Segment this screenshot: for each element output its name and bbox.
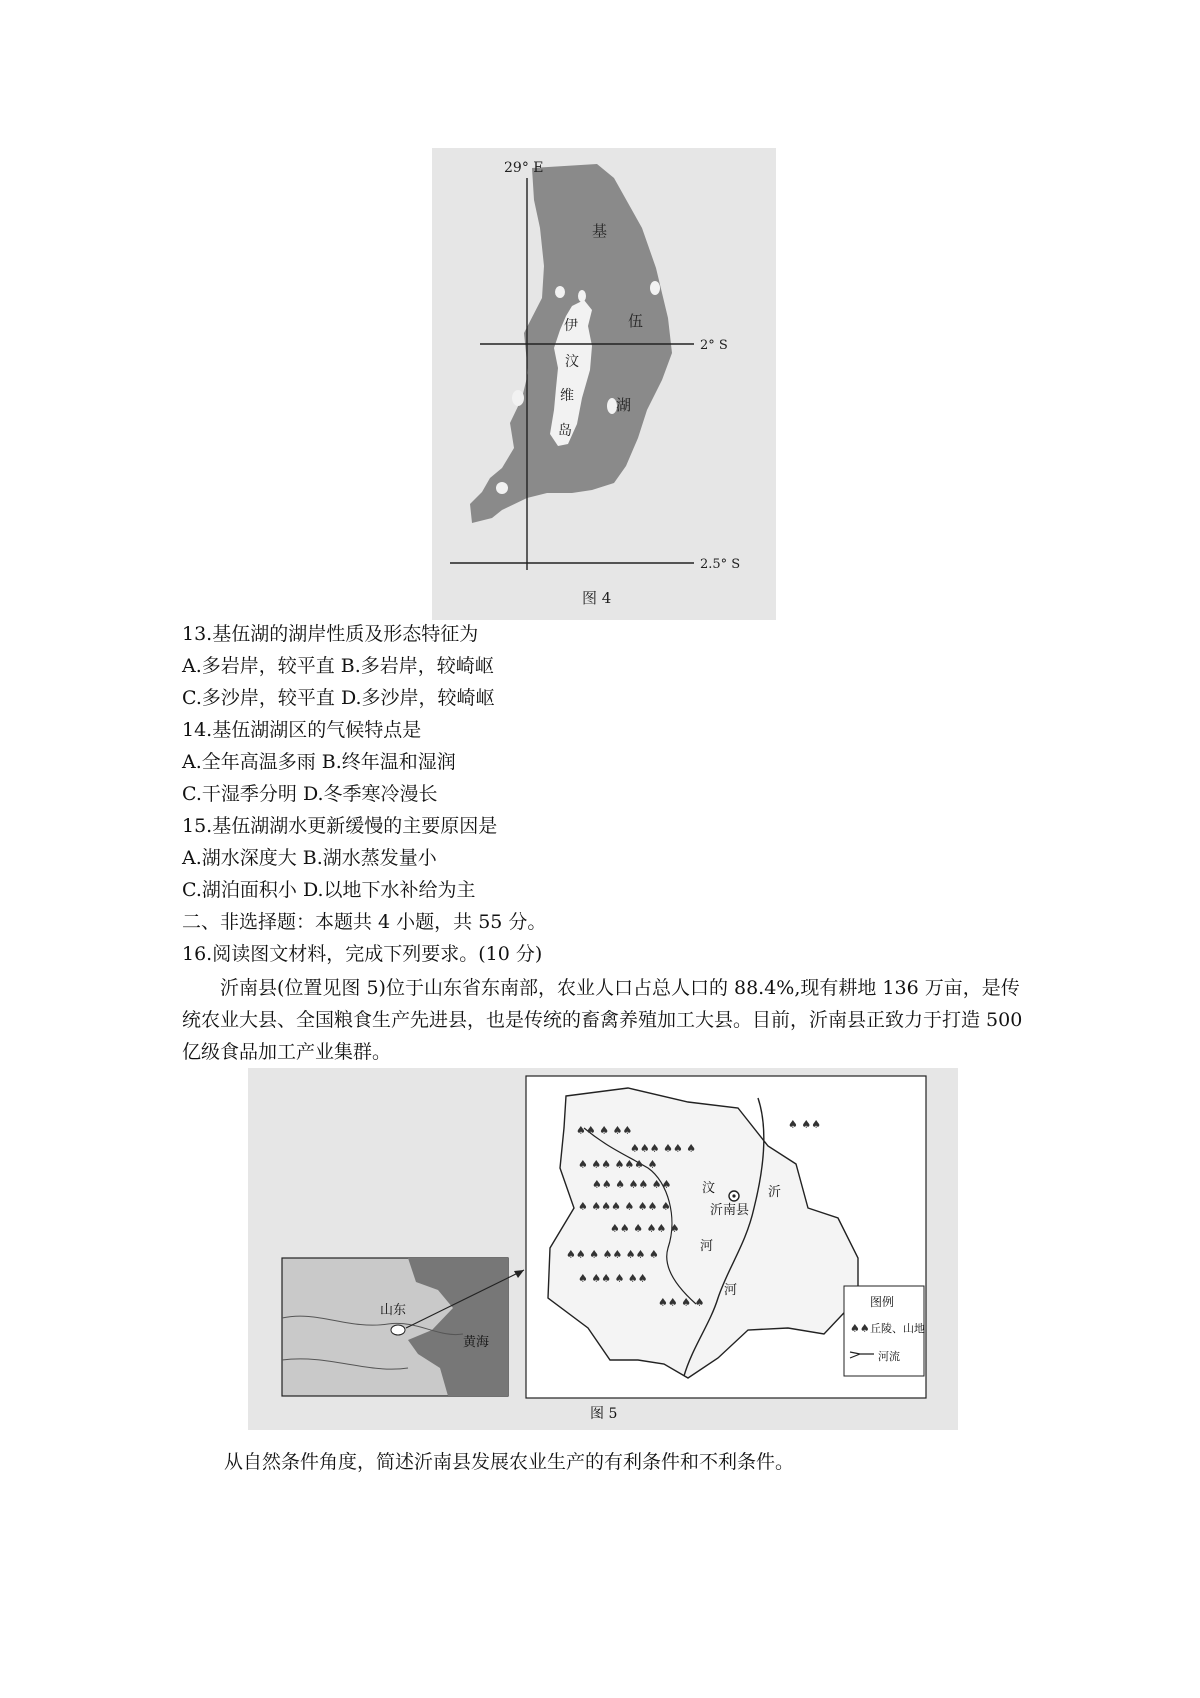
lake-char-2: 伍: [628, 312, 644, 330]
label-29e: 29° E: [504, 160, 544, 176]
section-2-heading: 二、非选择题：本题共 4 小题，共 55 分。: [182, 911, 547, 933]
question-13-options-cd: C.多沙岸，较平直 D.多沙岸，较崎岖: [182, 687, 495, 709]
river-label-yi: 沂: [768, 1185, 782, 1200]
question-14-stem: 14.基伍湖湖区的气候特点是: [182, 719, 422, 741]
island-char-2: 汶: [565, 354, 579, 370]
river-label-he-2: 河: [724, 1283, 738, 1298]
svg-text:♠♠♠ ♠♠ ♠: ♠♠♠ ♠♠ ♠: [630, 1142, 697, 1155]
river-label-wen: 汶: [702, 1181, 716, 1196]
island-char-3: 维: [560, 388, 574, 404]
question-15-options-cd: C.湖泊面积小 D.以地下水补给为主: [182, 879, 476, 901]
svg-text:♠ ♠♠ ♠ ♠♠: ♠ ♠♠ ♠ ♠♠: [578, 1272, 648, 1285]
yinan-location-marker: [391, 1325, 405, 1335]
figure-4-kivu-map: [432, 148, 776, 620]
lake-char-1: 基: [592, 222, 608, 240]
question-13-options-ab: A.多岩岸，较平直 B.多岩岸，较崎岖: [182, 655, 494, 677]
small-island: [650, 281, 660, 295]
question-14-options-cd: C.干湿季分明 D.冬季寒冷漫长: [182, 783, 438, 805]
label-2s: 2° S: [700, 338, 728, 353]
legend-hills-label: 丘陵、山地: [870, 1322, 925, 1335]
inset-sea-label: 黄海: [463, 1335, 490, 1350]
svg-text:♠♠ ♠ ♠: ♠♠ ♠ ♠: [658, 1296, 705, 1309]
inset-location-map: [282, 1258, 508, 1396]
legend-river-label: 河流: [878, 1350, 900, 1363]
small-island: [512, 390, 524, 406]
figure-5-yinan-map: [248, 1068, 958, 1430]
figure-4-caption: 图 4: [582, 589, 612, 607]
figure-5-legend: [844, 1286, 925, 1376]
svg-text:♠♠ ♠ ♠♠ ♠: ♠♠ ♠ ♠♠ ♠: [610, 1222, 680, 1235]
svg-text:♠ ♠♠: ♠ ♠♠: [788, 1118, 822, 1131]
question-13-stem: 13.基伍湖的湖岸性质及形态特征为: [182, 623, 479, 645]
river-label-he-1: 河: [700, 1239, 714, 1254]
small-island: [496, 482, 508, 494]
island-char-4: 岛: [558, 423, 572, 439]
svg-text:♠♠ ♠ ♠♠: ♠♠ ♠ ♠♠: [576, 1124, 633, 1137]
small-island: [578, 290, 586, 302]
figure-5-caption: 图 5: [590, 1406, 618, 1422]
svg-text:♠♠ ♠ ♠♠ ♠♠: ♠♠ ♠ ♠♠ ♠♠: [592, 1178, 672, 1191]
inset-province-label: 山东: [380, 1303, 407, 1318]
svg-text:♠♠ ♠ ♠♠ ♠♠ ♠: ♠♠ ♠ ♠♠ ♠♠ ♠: [566, 1248, 659, 1261]
county-seat-label: 沂南县: [710, 1203, 750, 1218]
question-15-stem: 15.基伍湖湖水更新缓慢的主要原因是: [182, 815, 498, 837]
legend-title: 图例: [870, 1295, 895, 1309]
legend-hill-symbol: ♠♠: [850, 1322, 870, 1335]
question-16-material: 沂南县(位置见图 5)位于山东省东南部，农业人口占总人口的 88.4%,现有耕地 136 万亩，是传统农业大县、全国粮食生产先进县，也是传统的畜禽养殖加工大县。目前，沂南县正致力于打造 500 亿级食品加工产业集群。: [182, 977, 1023, 1063]
island-char-1: 伊: [564, 318, 578, 334]
svg-text:♠ ♠♠♠ ♠ ♠♠ ♠: ♠ ♠♠♠ ♠ ♠♠ ♠: [578, 1200, 671, 1213]
svg-text:♠ ♠♠ ♠♠♠ ♠: ♠ ♠♠ ♠♠♠ ♠: [578, 1158, 658, 1171]
small-island: [555, 286, 565, 298]
question-14-options-ab: A.全年高温多雨 B.终年温和湿润: [182, 751, 456, 773]
question-15-options-ab: A.湖水深度大 B.湖水蒸发量小: [182, 847, 437, 869]
lake-char-3: 湖: [616, 396, 632, 414]
question-16-prompt: 从自然条件角度，简述沂南县发展农业生产的有利条件和不利条件。: [224, 1451, 795, 1473]
question-16-title: 16.阅读图文材料，完成下列要求。(10 分): [182, 943, 543, 965]
label-2-5s: 2.5° S: [700, 557, 741, 572]
